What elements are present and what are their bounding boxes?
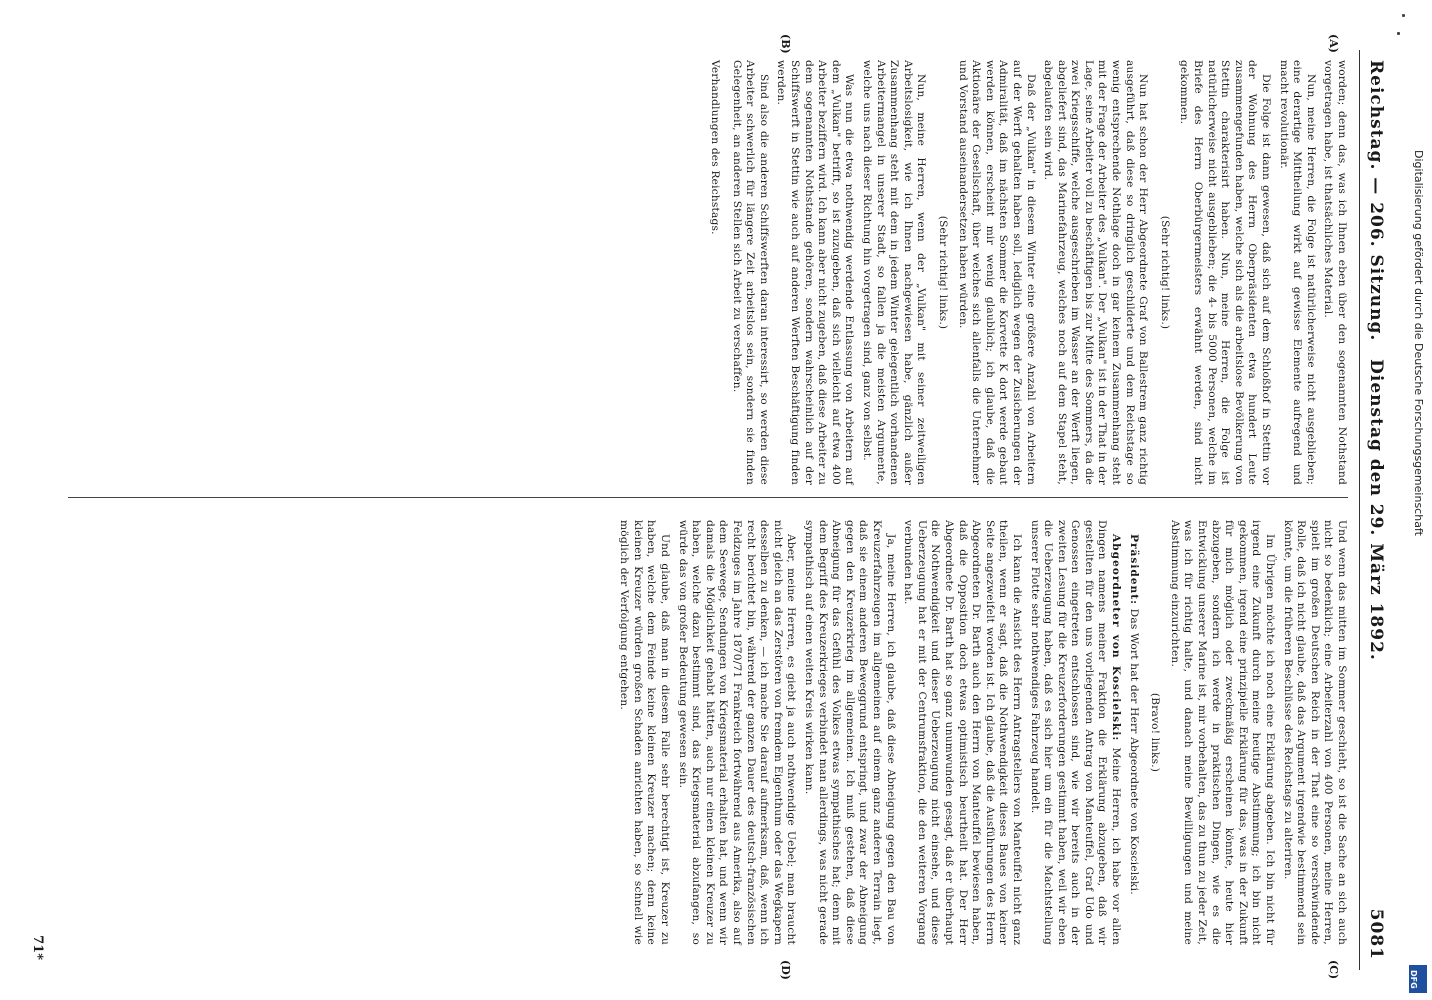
- paragraph: Aber, meine Herren, es giebt ja auch nothwendige Uebel; man braucht nicht gleich an das Zerstören von fremdem Eigenthum oder das Wegkapern desselben zu denken, — ich mache Sie darauf aufmerksam, daß, wenn ich recht berichtet bin, während der ganzen Dauer des deutsch-französischen Feldzuges im Jahre 1870/71 Frankreich fortwährend aus Amerika, also auf dem Seewege, Sendungen von Kriegsmaterial erhalten hat, und wenn wir damals die Möglichkeit gehabt hätten, auch nur einen kleinen Kreuzer zu haben, welche dazu bestimmt sind, das Kriegsmaterial abzufangen, so würde das von großer Bedeutung gewesen sein.: [676, 520, 798, 945]
- paragraph: Ich kann die Ansicht des Herrn Antragstellers von Manteuffel nicht ganz theilen, wenn er sagt, daß die Nothwendigkeit dieses Baues von keiner Seite angezweifelt worden ist. Ich glaube, daß die Ausführungen des Herrn Abgeordneten Dr. Barth auch den Herrn von Manteuffel bewiesen haben, daß die Opposition doch etwas optimistisch beurtheilt hat. Der Herr Abgeordnete Dr. Barth hat so ganz unumwunden gesagt, daß er überhaupt die Nothwendigkeit und dieser Ueberzeugung nicht einsehe, und diese Ueberzeugung hat er mit der Centrumsfraktion, die den weiteren Vorgang verbunden hat.: [902, 520, 1023, 945]
- footnote-source: Verhandlungen des Reichstags.: [709, 60, 722, 235]
- paragraph: Daß der „Vulkan" in diesem Winter eine größere Anzahl von Arbeitern auf der Werft gehalten haben soll, lediglich wegen der Zusicherungen der Admiralität, daß im nächsten Sommer die Korvette K dort werde gebaut werden können, erscheint mir wenig glaublich; ich glaube, daß die Aktionäre der Gesellschaft, über welches sich allenfalls die Unternehmer und Vorstand auseinandersetzen haben würden.: [956, 60, 1037, 485]
- margin-marker-c: (C): [1327, 960, 1340, 980]
- paragraph: Und wenn das mitten im Sommer geschieht, so ist die Sache an sich auch nicht so bedenklich; eine Arbeiterzahl von 400 Personen, meine Herren, spielt im großen Deutschen Reich in der That eine so verschwindende Rolle, daß ich nicht glaube, daß das Argument irgendwie bestimmend sein könnte, um die früheren Beschlüsse des Reichstags zu alteriren.: [1281, 520, 1348, 945]
- header-center: Dienstag den 29. März 1892.: [1366, 359, 1386, 661]
- interjection: (Bravo! links.): [1149, 692, 1162, 773]
- credit-text: Digitalisierung gefördert durch die Deutsche Forschungsgemeinschaft: [1412, 150, 1425, 536]
- right-column: [613, 520, 1348, 945]
- paragraph: Im Übrigen möchte ich noch eine Erklärung abgeben. Ich bin nicht für irgend eine Zukunft durch meine heutige Abstimmung; ich bin nicht gekommen, irgend eine prinzipielle Erklärung für das, was in der Zukunft für mich möglich oder zweckmäßig erscheinen könnte, heute hier abzugeben, sondern ich werde in praktischen Dingen, wie es die Entwicklung unserer Marine ist, mir vorbehalten, das zu thun zu jeder Zeit, was ich für richtig halte, und danach meine Bewilligungen und meine Abstimmung einzurichten.: [1168, 520, 1277, 945]
- paragraph: Die Folge ist dann gewesen, daß sich auf dem Schloßhof in Stettin vor der Wohnung des Herrn Oberpräsidenten etwa hundert Leute zusammengefunden haben, welche sich als die arbeitslose Bevölkerung von Stettin charakterisirt haben. Nun, meine Herren, die Folge ist natürlicherweise nicht ausgeblieben; die 4- bis 5000 Personen, welche im Briefe des Herrn Oberbürgermeisters erwähnt werden, sind nicht gekommen.: [1178, 60, 1273, 485]
- signature-mark: 71*: [30, 935, 45, 960]
- scan-speck: [1402, 14, 1405, 17]
- margin-marker-b: (B): [779, 34, 792, 54]
- paragraph: Nun, meine Herren, wenn der „Vulkan" mit seiner zeitweiligen Arbeitslosigkeit, wie ich Ihnen nachgewiesen habe, gänzlich außer Zusammenhang steht mit dem in jedem Winter gelegentlich vorhandenen Arbeitermangel in unserer Stadt, so fallen ja die meisten Argumente, welche uns nach dieser Richtung hin vorgetragen sind, ganz von selbst.: [861, 60, 928, 485]
- page-header: [1362, 60, 1386, 960]
- speech-text: Das Wort hat der Herr Abgeordnete von Koscielski.: [1127, 608, 1140, 895]
- digitization-credit: [1403, 150, 1429, 995]
- paragraph: Was nun die etwa nothwendig werdende Entlassung von Arbeitern auf dem „Vulkan" betrifft, so ist zuzugeben, daß sich vielleicht auf etwa 400 Arbeiter beziffern wird. Ich kann aber nicht zugeben, daß diese Arbeiter zu dem sogenannten Nothstande gehören, sondern wahrscheinlich auf der Schiffswerft in Stettin wie auch auf anderen Werften Beschäftigung finden werden.: [775, 60, 856, 485]
- interjection: (Sehr richtig! links.): [1158, 215, 1171, 330]
- speaker-name: Präsident:: [1127, 534, 1140, 606]
- paragraph: worden; denn das, was ich Ihnen eben über den sogenannten Nothstand vorgetragen habe, ist thatsächliches Material.: [1322, 60, 1348, 485]
- paragraph: Und glaube, daß man in diesem Falle sehr berechtigt ist, Kreuzer zu haben, welche dem Feinde keine kleinen Kreuzer machen; denn keine kleinen Kreuzer würden großen Schaden anrichten haben, so schnell wie möglich der Verfolgung entgehen.: [618, 520, 672, 945]
- left-column: [703, 60, 1348, 485]
- speech-text: Meine Herren, ich habe vor allen Dingen namens meiner Fraktion die Erklärung abzugeben, daß wir gestellten für den uns vorliegenden Antrag von Manteuffel, Graf Udo und Genossen eingetreten entschlossen sind, wie wir bereits auch in der zweiten Lesung für die Kreuzerforderungen gestimmt haben, weil wir eben die Ueberzeugung haben, daß es sich hier um ein für die Machtstellung unserer Flotte sehr nothwendiges Fahrzeug handelt.: [1028, 520, 1123, 945]
- paragraph: Nun hat schon der Herr Abgeordnete Graf von Ballestrem ganz richtig ausgeführt, daß diese so dringlich geschilderte und dem Reichstage so wenig entsprechende Nothlage doch in gar keinem Zusammenhang steht mit der Frage der Arbeiter des „Vulkan". Der „Vulkan" ist in der That in der Lage, seine Arbeiter voll zu beschäftigen bis zur Mitte des Sommers, da die zwei Kriegsschiffe, welche ausgeschrieben im Wasser an der Werft liegen, abgeliefert sind, das Marinefahrzeug, welches noch auf dem Stapel steht, abgelaufen sein wird.: [1042, 60, 1150, 485]
- margin-marker-a: (A): [1327, 34, 1340, 53]
- speaker-name: Abgeordneter von Koscielski:: [1110, 534, 1123, 742]
- margin-marker-d: (D): [779, 960, 792, 980]
- paragraph: Nun, meine Herren, die Folge ist natürlicherweise nicht ausgeblieben; eine derartige Mittheilung wirkt auf gewisse Elemente aufregend und macht revolutionär.: [1277, 60, 1317, 485]
- paragraph: Ja, meine Herren, ich glaube, daß diese Abneigung gegen den Bau von Kreuzerfahrzeugen im allgemeinen auf einem ganz anderen Terrain liegt, daß sie einem anderen Beweggrund entspringt, und zwar der Abneigung gegen den Kreuzerkrieg im allgemeinen. Ich muß gestehen, daß diese Abneigung für das Gefühl des Volkes etwas sympathisches hat; denn mit dem Begriff des Kreuzerkrieges verbindet man allerdings, was nicht gerade sympathisch auf einen weiten Kreis wirken kann.: [803, 520, 897, 945]
- scan-speck: [1397, 32, 1400, 35]
- paragraph: Sind also die anderen Schiffswerften daran interessirt, so werden diese Arbeiter schwerlich für längere Zeit arbeitslos sein, sondern sie finden Gelegenheit, an anderen Stellen sich Arbeit zu verschaffen.: [730, 60, 770, 485]
- header-left: Reichstag. — 206. Sitzung.: [1366, 60, 1386, 342]
- paragraph: [1027, 520, 1122, 945]
- dfg-logo-icon: DFG: [1409, 965, 1427, 993]
- column-divider: [68, 497, 1348, 498]
- header-rule: [1359, 50, 1360, 970]
- paragraph: [1126, 520, 1140, 945]
- interjection: (Sehr richtig! links.): [936, 215, 949, 330]
- page-number: 5081: [1366, 908, 1386, 960]
